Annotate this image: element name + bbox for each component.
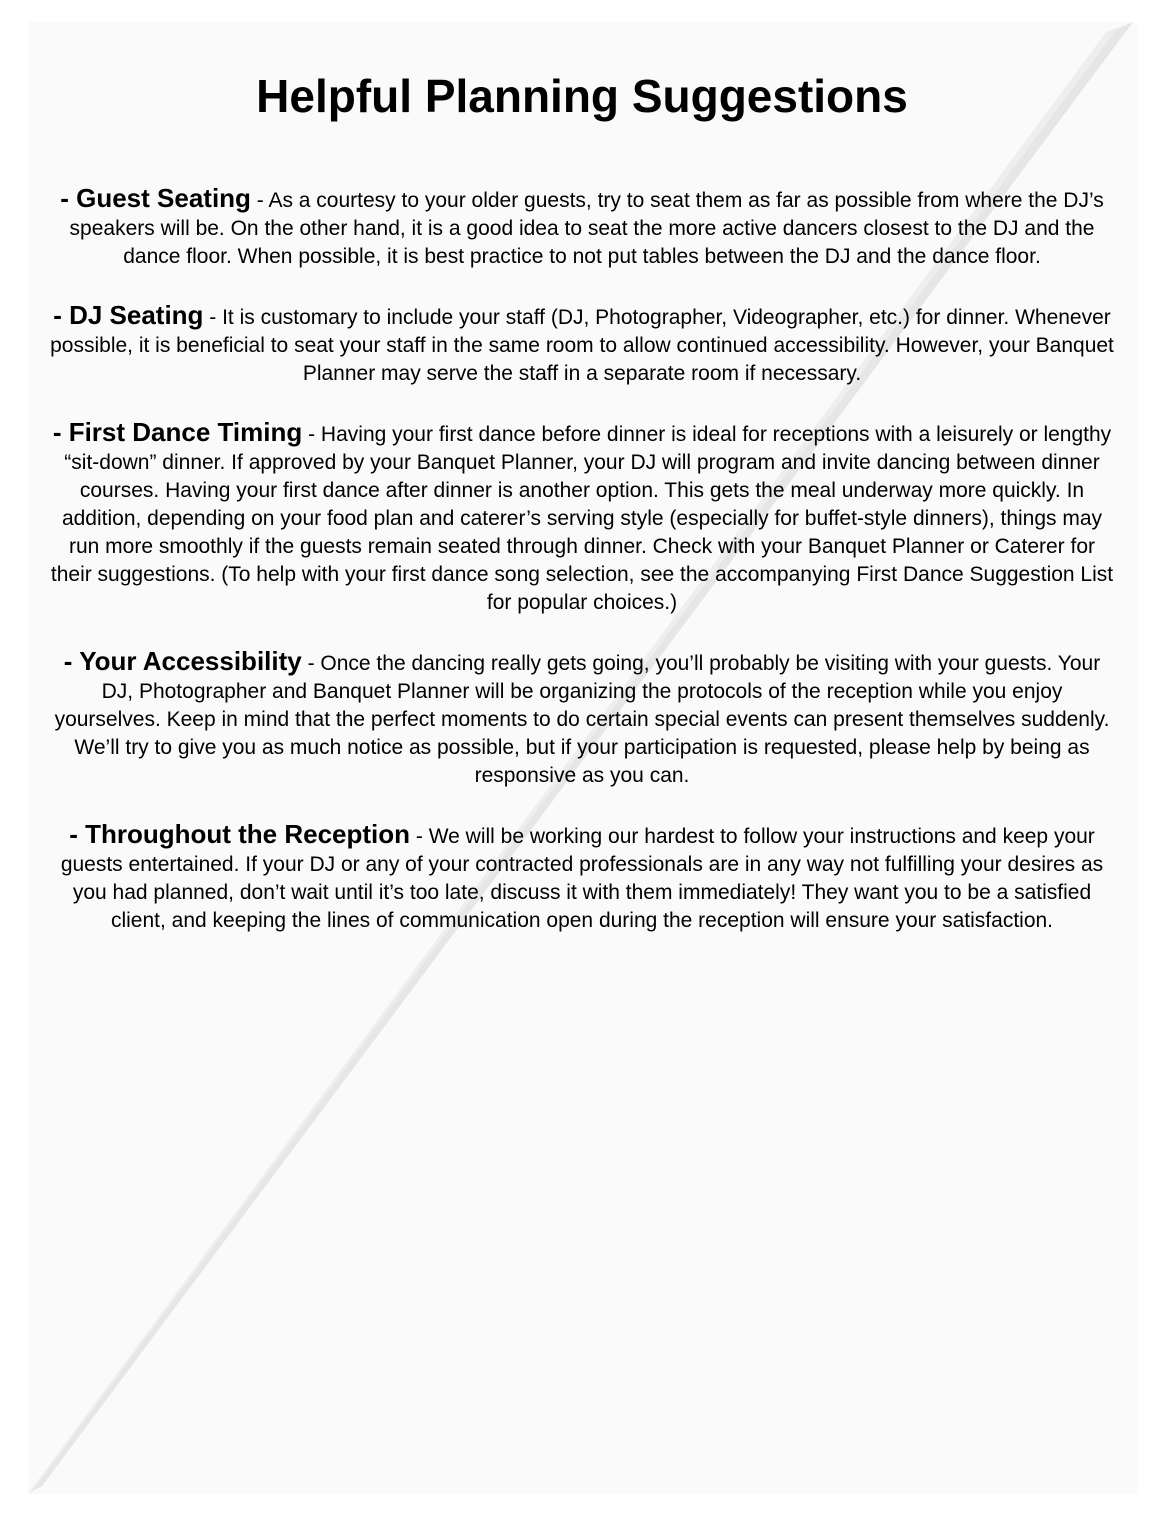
section-body: - It is customary to include your staff (DJ, Photographer, Videographer, etc.) for dinner. Whenever possible, it is beneficial to seat your staff in the same room to allow continued accessibility. However, your Banquet Planner may serve the staff in a separate room if necessary. bbox=[50, 306, 1114, 385]
section-heading: - Your Accessibility bbox=[63, 646, 302, 676]
section-guest-seating bbox=[50, 184, 1114, 271]
section-heading: - First Dance Timing bbox=[52, 417, 303, 447]
section-throughout-reception bbox=[50, 820, 1114, 935]
section-body: - As a courtesy to your older guests, try to seat them as far as possible from where the DJ’s speakers will be. On the other hand, it is a good idea to seat the more active dancers closest to the DJ and the dance floor. When possible, it is best practice to not put tables between the DJ and the dance floor. bbox=[69, 189, 1104, 268]
section-heading: - DJ Seating bbox=[53, 300, 204, 330]
section-body: - Having your first dance before dinner is ideal for receptions with a leisurely or lengthy “sit-down” dinner. If approved by your Banquet Planner, your DJ will program and invite dancing between dinner courses. Having your first dance after dinner is another option. This gets the meal underway more quickly. In addition, depending on your food plan and caterer’s serving style (especially for buffet-style dinners), things may run more smoothly if the guests remain seated through dinner. Check with your Banquet Planner or Caterer for their suggestions. (To help with your first dance song selection, see the accompanying First Dance Suggestion List for popular choices.) bbox=[50, 423, 1114, 614]
section-heading: - Guest Seating bbox=[60, 183, 251, 213]
section-your-accessibility bbox=[50, 647, 1114, 790]
section-body: - Once the dancing really gets going, you’ll probably be visiting with your guests. Your DJ, Photographer and Banquet Planner will be organizing the protocols of the reception while you enjoy yourselves. Keep in mind that the perfect moments to do certain special events can present themselves suddenly. We’ll try to give you as much notice as possible, but if your participation is requested, please help by being as responsive as you can. bbox=[54, 652, 1110, 787]
section-body: - We will be working our hardest to follow your instructions and keep your guests entertained. If your DJ or any of your contracted professionals are in any way not fulfilling your desires as you had planned, don’t wait until it’s too late, discuss it with them immediately! They want you to be a satisfied client, and keeping the lines of communication open during the reception will ensure your satisfaction. bbox=[60, 825, 1104, 932]
document-content bbox=[50, 0, 1114, 935]
page-title: Helpful Planning Suggestions bbox=[256, 70, 908, 122]
section-heading: - Throughout the Reception bbox=[69, 819, 411, 849]
section-first-dance-timing bbox=[50, 418, 1114, 617]
section-dj-seating bbox=[50, 301, 1114, 388]
